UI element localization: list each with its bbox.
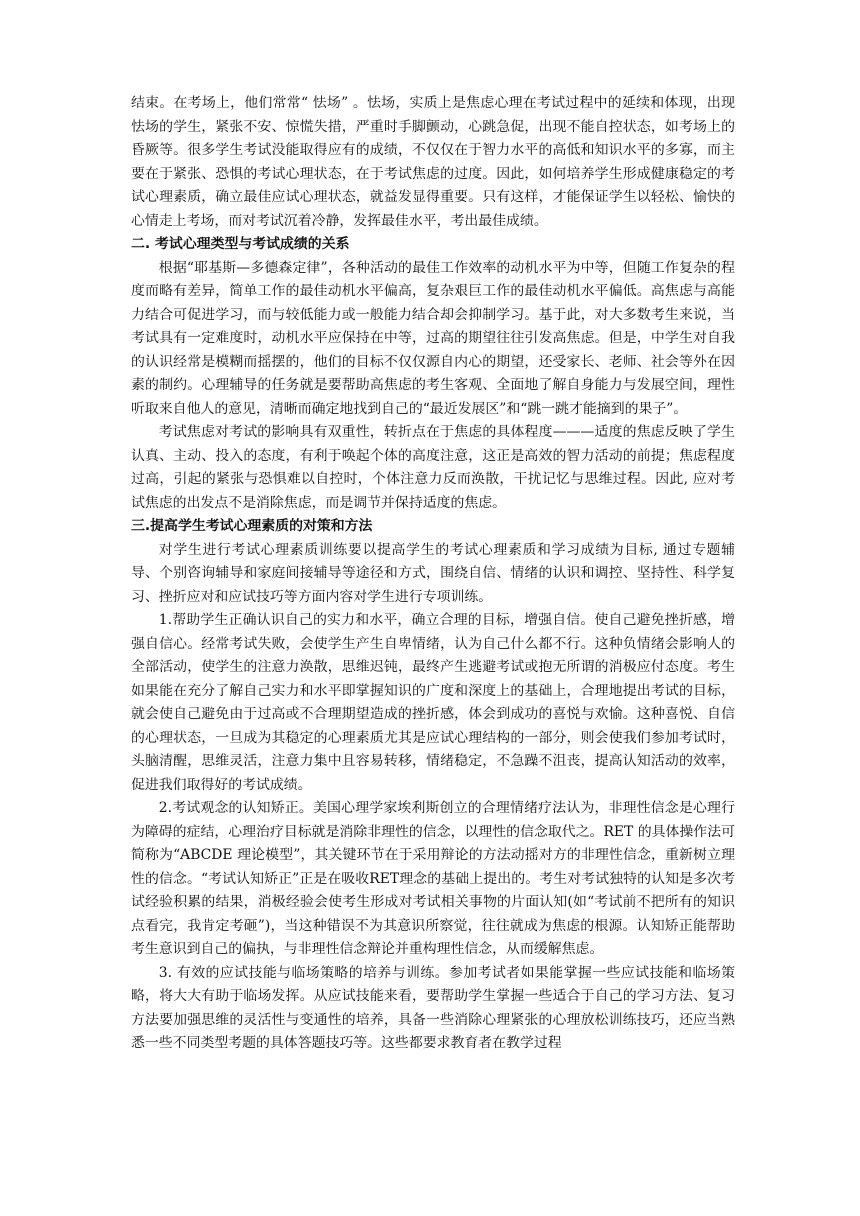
paragraph-yerkes-dodson: 根据“耶基斯—多德森定律”，各种活动的最佳工作效率的动机水平为中等，但随工作复杂的程度而略有差异，简单工作的最佳动机水平偏高，复杂艰巨工作的最佳动机水平偏低。高焦虑与高能力结合可促进学习，而与较低能力或一般能力结合却会抑制学习。基于此，对大多数考生来说，当考试具有一定难度时，动机水平应保持在中等，过高的期望往往引发高焦虑。但是，中学生对自我的认识经常是模糊而摇摆的，他们的目标不仅仅源自内心的期望，还受家长、老师、社会等外在因素的制约。心理辅导的任务就是要帮助高焦虑的考生客观、全面地了解自身能力与发展空间，理性听取来自他人的意见，清晰而确定地找到自己的“最近发展区”和“跳一跳才能摘到的果子”。 bbox=[131, 259, 735, 417]
document-body bbox=[131, 92, 735, 1056]
paragraph-point-3-skills: 3. 有效的应试技能与临场策略的培养与训练。参加考试者如果能掌握一些应试技能和临场策略，将大大有助于临场发挥。从应试技能来看，要帮助学生掌握一些适合于自己的学习方法、复习方法要加强思维的灵活性与变通性的培养，具备一些消除心理紧张的心理放松训练技巧，还应当熟悉一些不同类型考题的具体答题技巧等。这些都要求教育者在教学过程 bbox=[131, 964, 735, 1051]
paragraph-anxiety-duality: 考试焦虑对考试的影响具有双重性，转折点在于焦虑的具体程度———适度的焦虑反映了学生认真、主动、投入的态度，有利于唤起个体的高度注意，这正是高效的智力活动的前提；焦虑程度过高，引起的紧张与恐惧难以自控时，个体注意力反而涣散，干扰记忆与思维过程。因此, 应对考试焦虑的出发点不是消除焦虑，而是调节并保持适度的焦虑。 bbox=[131, 424, 735, 511]
paragraph-training-overview: 对学生进行考试心理素质训练要以提高学生的考试心理素质和学习成绩为目标, 通过专题辅导、个别咨询辅导和家庭间接辅导等途径和方式，围绕自信、情绪的认识和调控、坚持性、科学复习、挫折应对和应试技巧等方面内容对学生进行专项训练。 bbox=[131, 541, 735, 605]
section-heading-2: 二. 考试心理类型与考试成绩的关系 bbox=[131, 236, 350, 252]
section-heading-3: 三.提高学生考试心理素质的对策和方法 bbox=[131, 518, 373, 534]
paragraph-exam-stage-fright: 结束。在考场上，他们常常“ 怯场” 。怯场，实质上是焦虑心理在考试过程中的延续和体现，出现怯场的学生，紧张不安、惊慌失措，严重时手脚颤动，心跳急促，出现不能自控状态，如考场上的昏厥等。很多学生考试没能取得应有的成绩，不仅仅在于智力水平的高低和知识水平的多寡，而主要在于紧张、恐惧的考试心理状态，在于考试焦虑的过度。因此，如何培养学生形成健康稳定的考试心理素质，确立最佳应试心理状态，就益发显得重要。只有这样，才能保证学生以轻松、愉快的心情走上考场，而对考试沉着冷静，发挥最佳水平，考出最佳成绩。 bbox=[131, 95, 735, 229]
paragraph-point-2-cognition: 2.考试观念的认知矫正。美国心理学家埃利斯创立的合理情绪疗法认为，非理性信念是心理行为障碍的症结，心理治疗目标就是消除非理性的信念，以理性的信念取代之。RET 的具体操作法可简称为“ABCDE 理论模型”，其关键环节在于采用辩论的方法动摇对方的非理性信念，重新树立理性的信念。“考试认知矫正”正是在吸收RET理念的基础上提出的。考生对考试独特的认知是多次考试经验积累的结果，消极经验会使考生形成对考试相关事物的片面认知(如“考试前不把所有的知识点看完，我肯定考砸”)，当这种错误不为其意识所察觉，往往就成为焦虑的根源。认知矫正能帮助考生意识到自己的偏执，与非理性信念辩论并重构理性信念，从而缓解焦虑。 bbox=[131, 800, 735, 957]
paragraph-point-1-confidence: 1.帮助学生正确认识自己的实力和水平，确立合理的目标，增强自信。使自己避免挫折感，增强自信心。经常考试失败，会使学生产生自卑情绪，认为自己什么都不行。这种负情绪会影响人的全部活动，使学生的注意力涣散，思维迟钝，最终产生逃避考试或抱无所谓的消极应付态度。考生如果能在充分了解自己实力和水平即掌握知识的广度和深度上的基础上，合理地提出考试的目标，就会使自己避免由于过高或不合理期望造成的挫折感，体会到成功的喜悦与欢愉。这种喜悦、自信的心理状态，一旦成为其稳定的心理素质尤其是应试心理结构的一部分，则会使我们参加考试时，头脑清醒，思维灵活，注意力集中且容易转移，情绪稳定，不急躁不沮丧，提高认知活动的效率，促进我们取得好的考试成绩。 bbox=[131, 612, 735, 793]
